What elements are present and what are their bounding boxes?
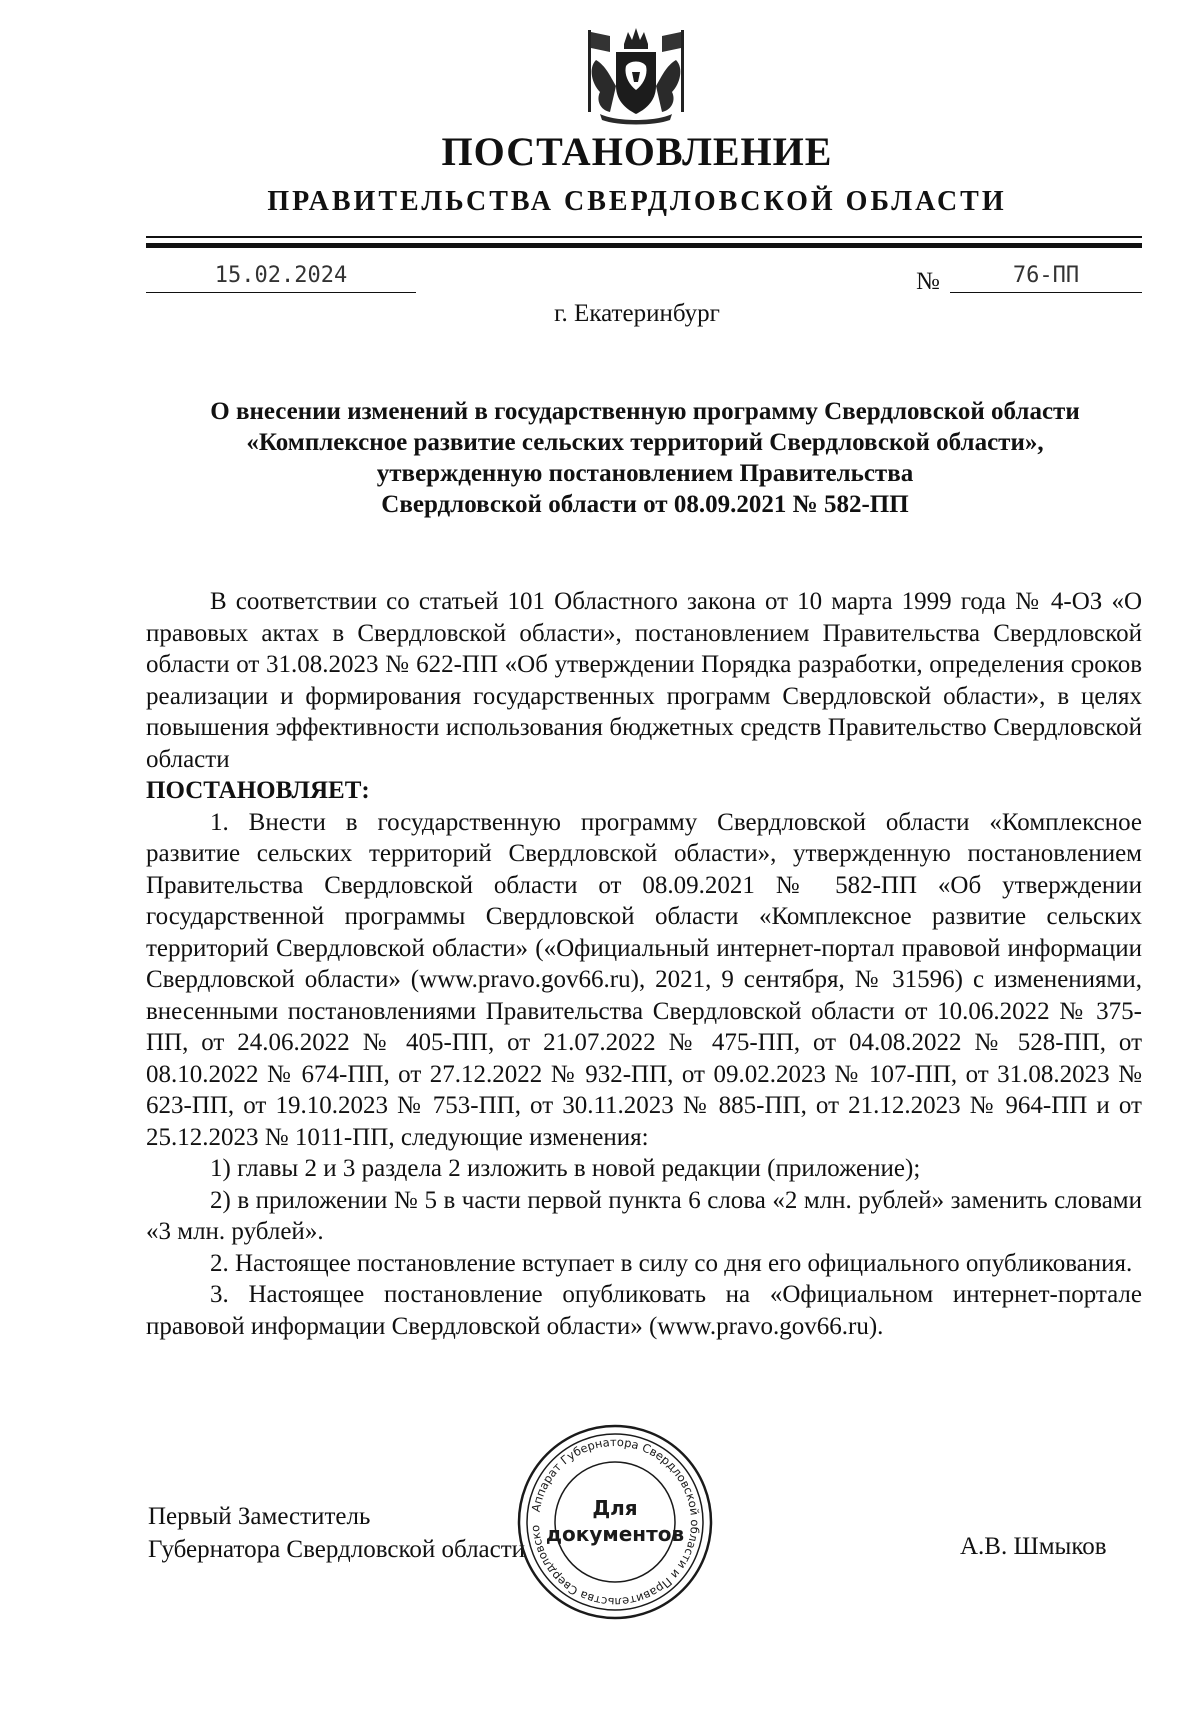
- stamp-center-line: документов: [545, 1522, 685, 1546]
- document-city: г. Екатеринбург: [554, 300, 720, 327]
- item-1-2-paragraph: 2) в приложении № 5 в части первой пункта 6 слова «2 млн. рублей» заменить словами «3 млн. рублей».: [146, 1186, 1142, 1245]
- document-subtitle: ПРАВИТЕЛЬСТВА СВЕРДЛОВСКОЙ ОБЛАСТИ: [267, 186, 1007, 217]
- document-title: ПОСТАНОВЛЕНИЕ: [441, 129, 833, 174]
- header-divider-thin: [146, 236, 1142, 238]
- document-body: [146, 586, 1142, 1342]
- heading-line: О внесении изменений в государственную программу Свердловской области: [210, 398, 1080, 425]
- heading-line: «Комплексное развитие сельских территорий Свердловской области»,: [246, 429, 1044, 456]
- document-heading: [150, 396, 1140, 520]
- signatory-name: А.В. Шмыков: [960, 1533, 1107, 1560]
- heading-line: Свердловской области от 08.09.2021 № 582-ПП: [381, 491, 909, 518]
- item-1-1-paragraph: 1) главы 2 и 3 раздела 2 изложить в новой редакции (приложение);: [210, 1155, 921, 1182]
- coat-of-arms-icon: [566, 26, 706, 126]
- signatory-position-line: Губернатора Свердловской области: [148, 1536, 526, 1563]
- item-1-paragraph: 1. Внести в государственную программу Свердловской области «Комплексное развитие сельских территорий Свердловской области», утвержденную постановлением Правительства Свердловской области от 08.09.2021 № 582-ПП «Об утверждении государственной программы Свердловской области «Комплексное развитие сельских территорий Свердловской области» («Официальный интернет-портал правовой информации Свердловской области» (www.pravo.gov66.ru), 2021, 9 сентября, № 31596) с изменениями, внесенными постановлениями Правительства Свердловской области от 10.06.2022 № 375-ПП, от 24.06.2022 № 405-ПП, от 21.07.2022 № 475-ПП, от 04.08.2022 № 528-ПП, от 08.10.2022 № 674-ПП, от 27.12.2022 № 932-ПП, от 09.02.2023 № 107-ПП, от 31.08.2023 № 623-ПП, от 19.10.2023 № 753-ПП, от 30.11.2023 № 885-ПП, от 21.12.2023 № 964-ПП и от 25.12.2023 № 1011-ПП, следующие изменения:: [146, 808, 1142, 1151]
- stamp-center-line: Для: [592, 1496, 638, 1520]
- signatory-position-line: Первый Заместитель: [148, 1503, 371, 1530]
- preamble-paragraph: В соответствии со статьей 101 Областного закона от 10 марта 1999 года № 4-ОЗ «О правовых актах в Свердловской области», постановлением Правительства Свердловской области от 31.08.2023 № 622-ПП «Об утверждении Порядка разработки, определения сроков реализации и формирования государственных программ Свердловской области», в целях повышения эффективности использования бюджетных средств Правительство Свердловской области: [146, 588, 1142, 773]
- item-2-paragraph: 2. Настоящее постановление вступает в силу со дня его официального опубликования.: [210, 1249, 1133, 1277]
- resolves-label: ПОСТАНОВЛЯЕТ:: [146, 777, 370, 804]
- item-3-paragraph: 3. Настоящее постановление опубликовать на «Официальном интернет-портале правовой информации Свердловской области» (www.pravo.gov66.ru).: [146, 1281, 1142, 1340]
- heading-line: утвержденную постановлением Правительства: [376, 460, 914, 487]
- document-number: 76-ПП: [950, 262, 1142, 293]
- number-sign: №: [916, 268, 940, 295]
- official-stamp: [516, 1423, 714, 1621]
- signatory-position: [148, 1500, 525, 1566]
- header-divider-thick: [146, 243, 1142, 248]
- stamp-ring-text: Аппарат Губернатора Свердловской области и Правительства Свердловско: [527, 1434, 703, 1610]
- document-date: 15.02.2024: [146, 262, 416, 293]
